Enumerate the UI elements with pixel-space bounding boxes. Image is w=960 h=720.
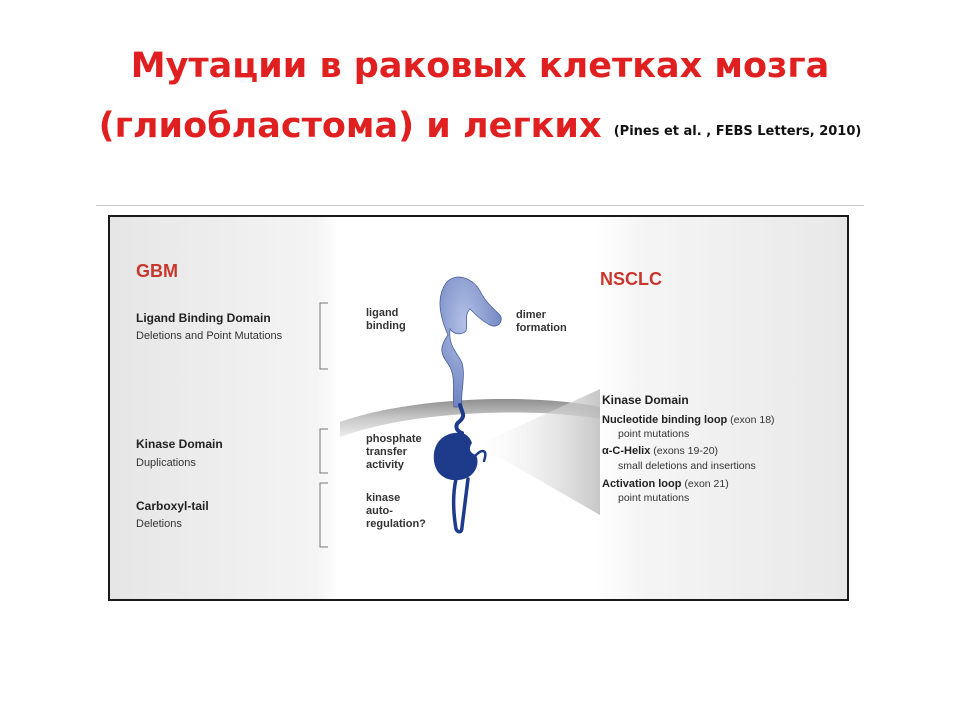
label-ligand-binding-l1: ligand bbox=[366, 307, 399, 319]
label-ligand-binding bbox=[366, 307, 406, 333]
label-ligand-binding-l2: binding bbox=[366, 320, 406, 332]
nsclc-item-activation-loop-detail: point mutations bbox=[618, 492, 690, 504]
nsclc-item-nucleotide-loop-detail: point mutations bbox=[618, 428, 690, 440]
slide-title-line2 bbox=[0, 104, 960, 154]
label-kinase-autoregulation-l1: kinase bbox=[366, 492, 401, 504]
label-phosphate-transfer-l1: phosphate bbox=[366, 433, 422, 445]
nsclc-item-c-helix-name: α-C-Helix bbox=[602, 445, 651, 457]
bracket-ligand-domain bbox=[320, 303, 328, 369]
label-dimer-formation-l1: dimer bbox=[516, 309, 546, 321]
gbm-domain-tail: Carboxyl-tail bbox=[136, 499, 209, 513]
label-kinase-autoregulation-l2: auto- bbox=[366, 505, 393, 517]
label-dimer-formation bbox=[516, 309, 567, 335]
slide-title-line2-text: (глиобластома) и легких bbox=[98, 106, 602, 146]
nsclc-item-activation-loop-name: Activation loop bbox=[602, 478, 682, 490]
slide-title-line1: Мутации в раковых клетках мозга bbox=[130, 46, 830, 86]
gbm-heading: GBM bbox=[136, 261, 178, 281]
nsclc-kinase-domain: Kinase Domain bbox=[602, 393, 689, 407]
bracket-carboxyl-tail bbox=[320, 483, 328, 547]
nsclc-item-c-helix-exon: (exons 19-20) bbox=[650, 445, 719, 457]
receptor-kinase-domain bbox=[434, 433, 478, 480]
nsclc-item-c-helix-detail: small deletions and insertions bbox=[618, 460, 756, 472]
gbm-domain-kinase-detail: Duplications bbox=[136, 457, 196, 469]
receptor-ligand-binding-domain bbox=[440, 277, 501, 407]
citation: (Pines et al. , FEBS Letters, 2010) bbox=[613, 124, 862, 139]
nsclc-item-nucleotide-loop bbox=[602, 414, 775, 426]
nsclc-item-activation-loop bbox=[602, 478, 729, 490]
label-dimer-formation-l2: formation bbox=[516, 322, 567, 334]
label-phosphate-transfer bbox=[366, 433, 422, 472]
label-kinase-autoregulation bbox=[366, 492, 426, 531]
kinase-c-helix bbox=[476, 451, 485, 461]
gbm-domain-kinase: Kinase Domain bbox=[136, 437, 223, 451]
divider-line bbox=[96, 205, 864, 206]
gbm-domain-ligand-detail: Deletions and Point Mutations bbox=[136, 330, 283, 342]
bracket-kinase-domain bbox=[320, 429, 328, 473]
nsclc-heading: NSCLC bbox=[600, 269, 662, 289]
nsclc-item-nucleotide-loop-exon: (exon 18) bbox=[727, 414, 775, 426]
nsclc-item-activation-loop-exon: (exon 21) bbox=[681, 478, 729, 490]
label-kinase-autoregulation-l3: regulation? bbox=[366, 518, 426, 530]
label-phosphate-transfer-l3: activity bbox=[366, 459, 404, 471]
gbm-domain-tail-detail: Deletions bbox=[136, 518, 182, 530]
egfr-diagram-graphics bbox=[110, 217, 847, 599]
gbm-domain-ligand: Ligand Binding Domain bbox=[136, 311, 271, 325]
label-phosphate-transfer-l2: transfer bbox=[366, 446, 407, 458]
receptor-carboxyl-tail bbox=[454, 479, 468, 532]
nsclc-item-c-helix bbox=[602, 445, 718, 457]
nsclc-item-nucleotide-loop-name: Nucleotide binding loop bbox=[602, 414, 728, 426]
egfr-figure bbox=[108, 215, 849, 601]
